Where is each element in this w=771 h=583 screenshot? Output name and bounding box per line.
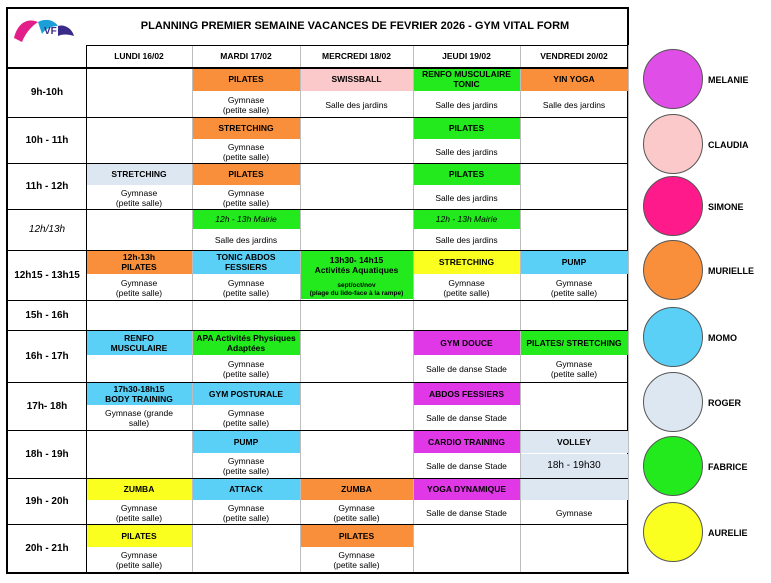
room-jeudi: Salle des jardins xyxy=(435,146,498,157)
legend-name-murielle: MURIELLE xyxy=(708,266,754,276)
legend-name-melanie: MELANIE xyxy=(708,75,749,85)
grid-line-v xyxy=(300,45,301,572)
grid-line-v xyxy=(192,45,193,572)
course-jeudi: CARDIO TRAINING xyxy=(413,430,520,453)
course-vendredi: PUMP xyxy=(520,250,628,274)
page-title: PLANNING PREMIER SEMAINE VACANCES DE FEVRIER 2026 - GYM VITAL FORM xyxy=(140,20,570,32)
course-mardi: STRETCHING xyxy=(192,117,300,139)
course-jeudi: GYM DOUCE xyxy=(413,330,520,355)
time-slot-label: 17h- 18h xyxy=(26,400,68,412)
course-note-mercredi: sept/oct/nov (plage du lido-face à la rampe) xyxy=(300,280,413,299)
grid-line-h xyxy=(8,572,628,573)
course-lundi: RENFO MUSCULAIRE xyxy=(86,330,192,355)
day-header-jeudi: JEUDI 19/02 xyxy=(442,51,491,61)
course-mardi: TONIC ABDOS FESSIERS xyxy=(192,250,300,274)
grid-line-v xyxy=(413,45,414,572)
time-slot-label: 9h-10h xyxy=(30,86,64,98)
course-lundi: ZUMBA xyxy=(86,478,192,500)
time-slot-label: 20h - 21h xyxy=(25,542,69,554)
legend-circle-fabrice xyxy=(643,436,703,496)
room-lundi: Gymnase (petite salle) xyxy=(115,277,163,298)
room-mercredi: Gymnase (petite salle) xyxy=(333,502,380,523)
grid-line-h xyxy=(8,250,628,251)
course-lundi: 12h-13h PILATES xyxy=(86,250,192,274)
room-mardi: Gymnase (petite salle) xyxy=(222,141,270,162)
time-slot-label: 16h - 17h xyxy=(25,350,69,362)
course-mercredi: 13h30- 14h15 Activités Aquatiques xyxy=(300,250,413,280)
legend-circle-aurelie xyxy=(643,502,703,562)
course-mardi: APA Activités Physiques Adaptées xyxy=(192,330,300,355)
course-mardi: PILATES xyxy=(192,67,300,91)
legend-name-fabrice: FABRICE xyxy=(708,462,748,472)
room-lundi: Gymnase (petite salle) xyxy=(115,502,163,523)
grid-line-h xyxy=(8,330,628,331)
time-slot-label: 12h15 - 13h15 xyxy=(14,269,80,281)
room-mardi: Gymnase (petite salle) xyxy=(222,94,270,115)
grid-line-h xyxy=(8,382,628,383)
course-jeudi: STRETCHING xyxy=(413,250,520,274)
course-mardi: PILATES xyxy=(192,163,300,185)
logo xyxy=(8,12,86,46)
room-mardi: Gymnase (petite salle) xyxy=(222,187,270,208)
grid-line-v xyxy=(520,45,521,572)
course-jeudi: RENFO MUSCULAIRE TONIC xyxy=(413,67,520,91)
room-mardi: Gymnase (petite salle) xyxy=(222,359,270,379)
room-mercredi: Gymnase (petite salle) xyxy=(333,550,380,570)
room-mardi: Salle des jardins xyxy=(214,235,278,245)
legend-name-simone: SIMONE xyxy=(708,202,744,212)
course-jeudi: 12h - 13h Mairie xyxy=(413,209,520,229)
course-lundi: PILATES xyxy=(86,524,192,547)
grid-line-h xyxy=(8,300,628,301)
room-jeudi: Salle de danse Stade xyxy=(426,364,507,374)
course-vendredi: VOLLEY xyxy=(520,430,628,453)
legend-circle-simone xyxy=(643,176,703,236)
legend-circle-roger xyxy=(643,372,703,432)
day-header-mardi: MARDI 17/02 xyxy=(220,51,272,61)
legend-name-roger: ROGER xyxy=(708,398,742,408)
course-mercredi: SWISSBALL xyxy=(300,67,413,91)
grid-line-h xyxy=(8,478,628,479)
time-slot-label: 11h - 12h xyxy=(25,180,69,192)
room-mardi: Gymnase (petite salle) xyxy=(222,456,270,476)
room-vendredi: Gymnase (petite salle) xyxy=(550,359,598,379)
room-jeudi: Salle de danse Stade xyxy=(426,507,507,518)
course-jeudi: PILATES xyxy=(413,163,520,185)
course-jeudi: ABDOS FESSIERS xyxy=(413,382,520,405)
time-slot-label: 10h - 11h xyxy=(25,134,69,146)
course-mercredi: PILATES xyxy=(300,524,413,547)
grid-line-v xyxy=(628,45,629,572)
room-mardi: Gymnase (petite salle) xyxy=(222,277,270,298)
grid-line-h xyxy=(8,430,628,431)
course-vendredi: YIN YOGA xyxy=(520,67,628,91)
room-jeudi: Gymnase (petite salle) xyxy=(443,277,490,298)
course-vendredi: PILATES/ STRETCHING xyxy=(520,330,628,355)
room-vendredi: 18h - 19h30 xyxy=(520,454,628,478)
room-vendredi: Salle des jardins xyxy=(542,99,606,110)
grid-line-h xyxy=(8,524,628,525)
room-vendredi: Gymnase (petite salle) xyxy=(550,277,598,298)
day-header-mercredi: MERCREDI 18/02 xyxy=(322,51,391,61)
room-mardi: Gymnase (petite salle) xyxy=(222,408,270,428)
day-header-vendredi: VENDREDI 20/02 xyxy=(540,51,608,61)
grid-line-h xyxy=(8,67,628,69)
day-header-lundi: LUNDI 16/02 xyxy=(114,51,164,61)
time-slot-label: 15h - 16h xyxy=(25,309,69,321)
room-lundi: Gymnase (petite salle) xyxy=(115,187,163,208)
grid-line-h xyxy=(8,163,628,164)
room-jeudi: Salle de danse Stade xyxy=(426,413,507,423)
room-jeudi: Salle des jardins xyxy=(435,99,498,110)
course-jeudi: YOGA DYNAMIQUE xyxy=(413,478,520,500)
room-jeudi: Salle de danse Stade xyxy=(426,461,507,471)
time-slot-label: 18h - 19h xyxy=(25,448,69,460)
grid-line-h xyxy=(8,209,628,210)
grid-line-v xyxy=(86,45,87,572)
time-slot-label: 19h - 20h xyxy=(25,495,69,507)
grid-line-h xyxy=(8,117,628,118)
room-jeudi: Salle des jardins xyxy=(435,192,498,203)
course-lundi: STRETCHING xyxy=(86,163,192,185)
room-mardi: Gymnase (petite salle) xyxy=(222,502,270,523)
time-slot-label: 12h/13h xyxy=(28,224,66,235)
legend-circle-melanie xyxy=(643,49,703,109)
room-vendredi: Gymnase xyxy=(555,507,593,518)
course-mardi: PUMP xyxy=(192,430,300,453)
legend-circle-momo xyxy=(643,307,703,367)
room-mercredi: Salle des jardins xyxy=(325,99,388,110)
legend-circle-murielle xyxy=(643,240,703,300)
room-lundi: Gymnase (petite salle) xyxy=(115,550,163,570)
course-lundi: 17h30-18h15 BODY TRAINING xyxy=(86,382,192,405)
course-mercredi: ZUMBA xyxy=(300,478,413,500)
course-jeudi: PILATES xyxy=(413,117,520,139)
room-lundi: Gymnase (grande salle) xyxy=(104,408,174,428)
legend-circle-claudia xyxy=(643,114,703,174)
room-jeudi: Salle des jardins xyxy=(435,235,498,245)
legend-name-claudia: CLAUDIA xyxy=(708,140,749,150)
legend-name-aurelie: AURELIE xyxy=(708,528,748,538)
logo-text: VF xyxy=(44,26,57,37)
course-mardi: 12h - 13h Mairie xyxy=(192,209,300,229)
grid-line-h xyxy=(86,45,628,46)
course-vendredi xyxy=(520,478,628,500)
legend-name-momo: MOMO xyxy=(708,333,737,343)
course-mardi: GYM POSTURALE xyxy=(192,382,300,405)
course-mardi: ATTACK xyxy=(192,478,300,500)
